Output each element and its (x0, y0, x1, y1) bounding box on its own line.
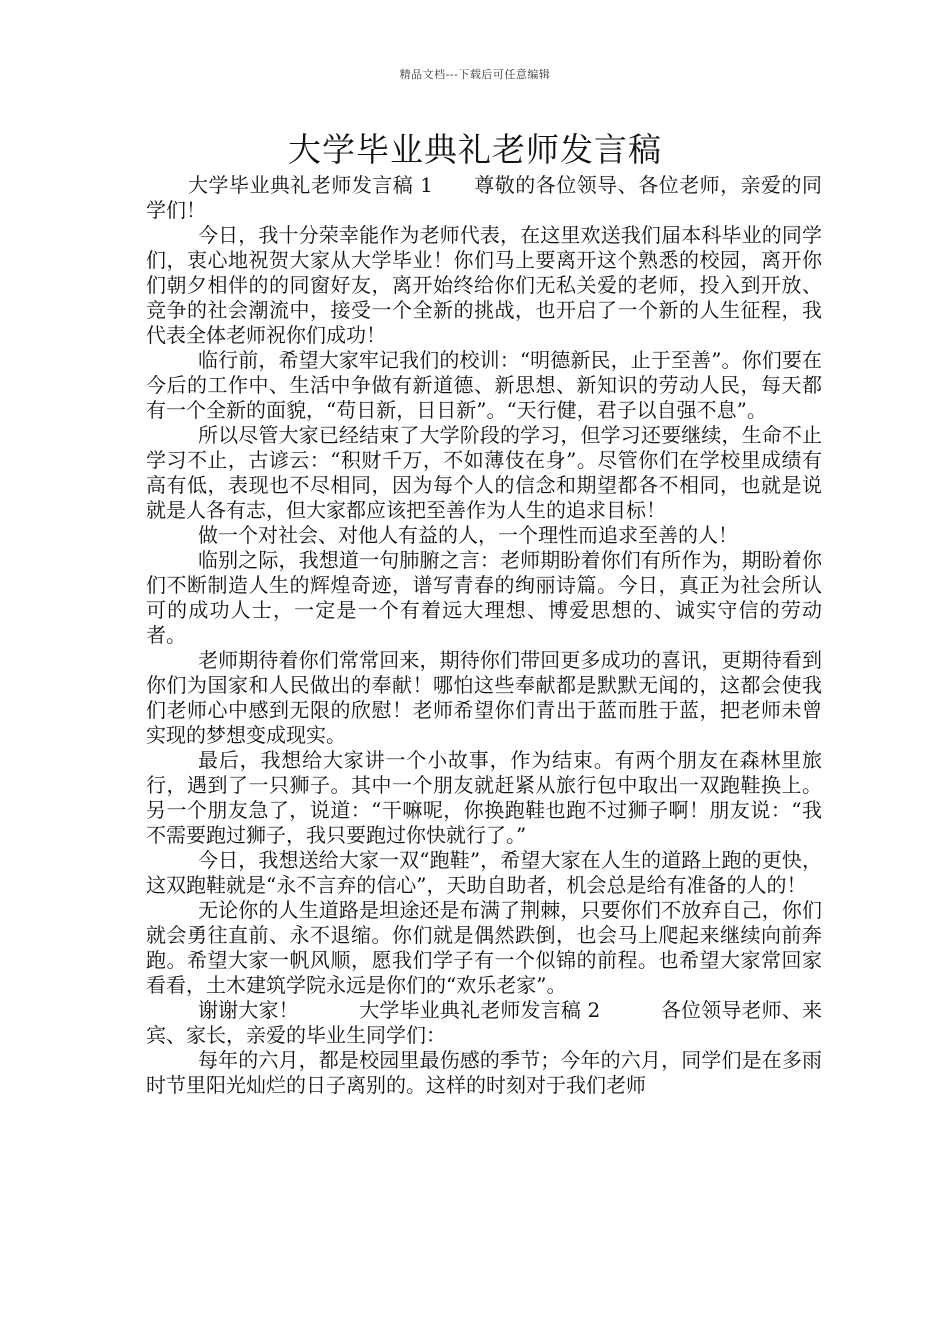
paragraph: 所以尽管大家已经结束了大学阶段的学习，但学习还要继续，生命不止学习不止，古谚云：“积财千万，不如薄伎在身”。尽管你们在学校里成绩有高有低，表现也不尽相同，因为每个人的信念和期望都各不相同，也就是说就是人各有志，但大家都应该把至善作为人生的追求目标！ (146, 423, 822, 522)
header-note: 精品文档---下载后可任意编辑 (399, 68, 551, 81)
document-body (146, 173, 822, 1098)
paragraph: 无论你的人生道路是坦途还是布满了荆棘，只要你们不放弃自己，你们就会勇往直前、永不退缩。你们就是偶然跌倒，也会马上爬起来继续向前奔跑。希望大家一帆风顺，愿我们学子有一个似锦的前程。也希望大家常回家看看，土木建筑学院永远是你们的“欢乐老家”。 (146, 898, 822, 997)
paragraph: 大学毕业典礼老师发言稿 1 尊敬的各位领导、各位老师，亲爱的同学们！ (146, 173, 822, 222)
paragraph: 今日，我想送给大家一双“跑鞋”，希望大家在人生的道路上跑的更快，这双跑鞋就是“永不言弃的信心”，天助自助者，机会总是给有准备的人的！ (146, 848, 822, 897)
paragraph: 每年的六月，都是校园里最伤感的季节；今年的六月，同学们是在多雨时节里阳光灿烂的日子离别的。这样的时刻对于我们老师 (146, 1048, 822, 1097)
paragraph: 老师期待着你们常常回来，期待你们带回更多成功的喜讯，更期待看到你们为国家和人民做出的奉献！哪怕这些奉献都是默默无闻的，这都会使我们老师心中感到无限的欣慰！老师希望你们青出于蓝而胜于蓝，把老师未曾实现的梦想变成现实。 (146, 648, 822, 747)
paragraph: 最后，我想给大家讲一个小故事，作为结束。有两个朋友在森林里旅行，遇到了一只狮子。其中一个朋友就赶紧从旅行包中取出一双跑鞋换上。另一个朋友急了，说道：“干嘛呢，你换跑鞋也跑不过狮子啊！朋友说：“我不需要跑过狮子，我只要跑过你快就行了。” (146, 748, 822, 847)
paragraph: 临行前，希望大家牢记我们的校训：“明德新民，止于至善”。你们要在今后的工作中、生活中争做有新道德、新思想、新知识的劳动人民，每天都有一个全新的面貌，“苟日新，日日新”。“天行健，君子以自强不息”。 (146, 348, 822, 422)
document-title: 大学毕业典礼老师发言稿 (288, 130, 662, 169)
paragraph: 做一个对社会、对他人有益的人，一个理性而追求至善的人！ (198, 523, 738, 547)
paragraph: 临别之际，我想道一句肺腑之言：老师期盼着你们有所作为，期盼着你们不断制造人生的辉煌奇迹，谱写青春的绚丽诗篇。今日，真正为社会所认可的成功人士，一定是一个有着远大理想、博爱思想的、诚实守信的劳动者。 (146, 548, 822, 647)
paragraph: 谢谢大家！ 大学毕业典礼老师发言稿 2 各位领导老师、来宾、家长，亲爱的毕业生同学们： (146, 998, 822, 1047)
paragraph: 今日，我十分荣幸能作为老师代表，在这里欢送我们届本科毕业的同学们，衷心地祝贺大家从大学毕业！你们马上要离开这个熟悉的校园，离开你们朝夕相伴的的同窗好友，离开始终给你们无私关爱的老师，投入到开放、竞争的社会潮流中，接受一个全新的挑战，也开启了一个新的人生征程，我代表全体老师祝你们成功！ (146, 223, 822, 347)
